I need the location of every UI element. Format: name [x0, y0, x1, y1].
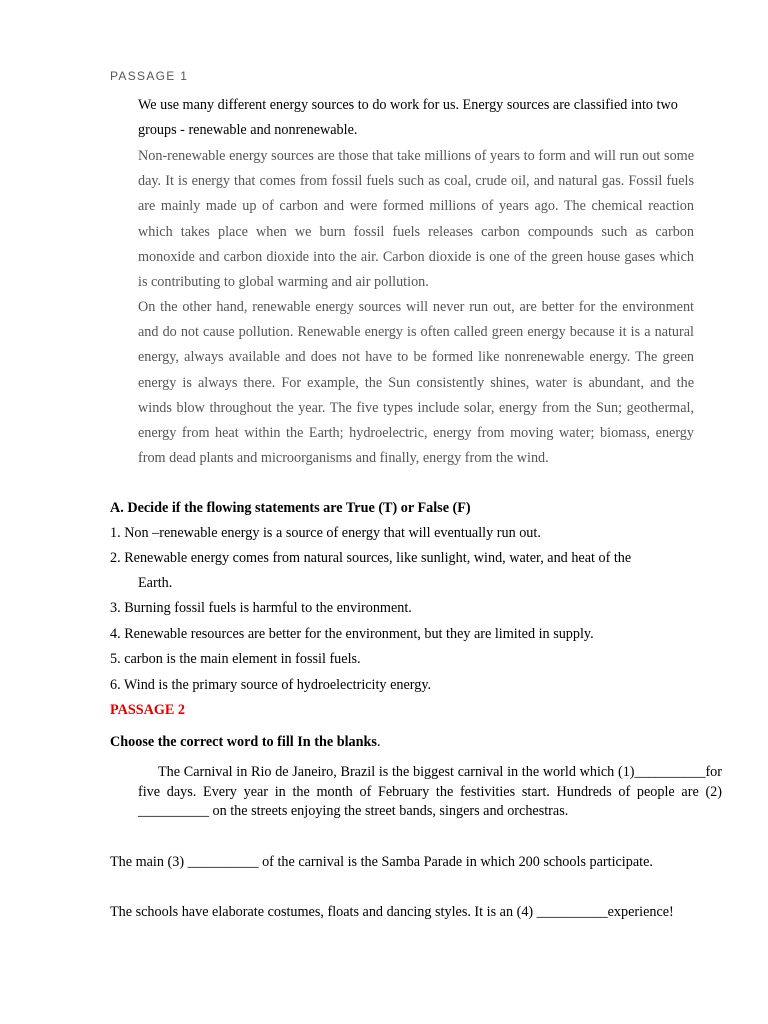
passage-2-label: PASSAGE 2: [110, 702, 186, 718]
statement-4: 4. Renewable resources are better for the environment, but they are limited in supply.: [110, 626, 594, 642]
statement-2: [110, 546, 694, 596]
section-a-heading: A. Decide if the flowing statements are True (T) or False (F): [110, 500, 471, 516]
gap-fill-paragraph-3: The schools have elaborate costumes, floats and dancing styles. It is an (4) __________experience!: [110, 904, 674, 920]
statement-2-line-2: Earth.: [138, 575, 173, 592]
statement-1: 1. Non –renewable energy is a source of energy that will eventually run out.: [110, 525, 541, 541]
passage-2-instruction: [110, 730, 694, 755]
passage-1-label: PASSAGE 1: [110, 69, 189, 83]
passage-1-paragraph-nonrenewable: Non-renewable energy sources are those that take millions of years to form and will run out some day. It is energy that comes from fossil fuels such as coal, crude oil, and natural gas. Fossil fuels are mainly made up of carbon and were formed millions of years ago. The chemical reaction which takes place when we burn fossil fuels releases carbon compounds such as carbon monoxide and carbon dioxide into the air. Carbon dioxide is one of the green house gases which is contributing to global warming and air pollution.: [138, 148, 694, 291]
statement-2-line-1: 2. Renewable energy comes from natural sources, like sunlight, wind, water, and heat of the: [110, 550, 632, 566]
passage-1-intro: We use many different energy sources to do work for us. Energy sources are classified into two groups - renewable and nonrenewable.: [138, 97, 678, 139]
passage-1-paragraph-renewable: On the other hand, renewable energy sources will never run out, are better for the environment and do not cause pollution. Renewable energy is often called green energy because it is a natural energy, always available and does not have to be formed like nonrenewable energy. The green energy is always there. For example, the Sun consistently shines, water is abundant, and the winds blow throughout the year. The five types include solar, energy from the Sun; geothermal, energy from heat within the Earth; hydroelectric, energy from moving water; biomass, energy from dead plants and microorganisms and finally, energy from the wind.: [138, 299, 694, 467]
passage-2-instruction-period: .: [376, 734, 381, 750]
statement-5: 5. carbon is the main element in fossil fuels.: [110, 651, 361, 667]
gap-fill-paragraph-2: The main (3) __________ of the carnival is the Samba Parade in which 200 schools participate.: [110, 854, 653, 870]
statement-3: 3. Burning fossil fuels is harmful to the environment.: [110, 600, 412, 616]
statement-6: 6. Wind is the primary source of hydroelectricity energy.: [110, 677, 432, 693]
gap-fill-paragraph-1: The Carnival in Rio de Janeiro, Brazil is the biggest carnival in the world which (1)__________for five days. Every year in the month of February the festivities start. Hundreds of people are (2) __________ on the streets enjoying the street bands, singers and orchestras.: [138, 764, 722, 819]
passage-2-instruction-text: Choose the correct word to fill In the blanks: [110, 734, 377, 750]
